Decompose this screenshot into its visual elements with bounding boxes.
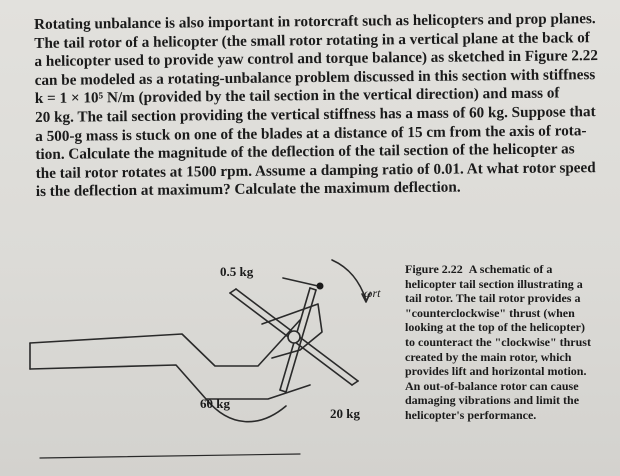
caption-line: "counterclockwise" thrust (when (405, 305, 575, 320)
caption-line: damaging vibrations and limit the (405, 393, 580, 408)
problem-line: a helicopter used to provide yaw control and torque balance) as sketched in Figure 2.22 (34, 47, 599, 71)
caption-line: tail rotor. The tail rotor provides a (405, 291, 581, 306)
unbalance-mass-dot (317, 283, 324, 290)
unbalance-mass-label: 0.5 kg (220, 264, 254, 279)
problem-line: can be modeled as a rotating-unbalance problem discussed in this section with stiffness (34, 65, 596, 89)
problem-line: the tail rotor rotates at 1500 rpm. Assume a damping ratio of 0.01. At what rotor speed (35, 158, 596, 182)
problem-line: 20 kg. The tail section providing the vertical stiffness has a mass of 60 kg. Suppose that (34, 103, 596, 126)
caption-line (405, 262, 615, 277)
rotation-label: ωrt (364, 286, 381, 300)
blade-tip (280, 390, 286, 392)
problem-line: k = 1 × 10⁵ N/m (provided by the tail section in the vertical direction) and mass of (34, 84, 560, 108)
caption-line: created by the main rotor, which (405, 349, 572, 364)
rotor-hub (288, 331, 300, 343)
tail-boom-lower-edge (30, 365, 310, 399)
caption-line: helicopter tail section illustrating a (405, 276, 583, 291)
ground-line (40, 454, 300, 458)
figure-caption (405, 262, 615, 423)
tail-rotor-schematic (0, 238, 400, 476)
problem-line: tion. Calculate the magnitude of the deflection of the tail section of the helicopter as (35, 140, 575, 164)
blade-tip (310, 288, 316, 290)
blade-tip (352, 381, 358, 385)
caption-line: helicopter's performance. (405, 407, 537, 422)
rotation-arrow-arc (332, 260, 366, 300)
problem-line: a 500-g mass is stuck on one of the blades at a distance of 15 cm from the axis of rota- (35, 121, 587, 145)
problem-statement (34, 10, 616, 202)
caption-line: provides lift and horizontal motion. (405, 364, 587, 379)
tail-rotor-figure (0, 238, 400, 476)
caption-line: to counteract the "clockwise" thrust (405, 334, 591, 349)
blade-tip (230, 289, 236, 293)
unbalance-mass-leader (283, 278, 318, 286)
tail-mass-label: 60 kg (200, 396, 230, 411)
caption-text: A schematic of a (468, 262, 553, 276)
problem-line: The tail rotor of a helicopter (the small rotor rotating in a vertical plane at the back of (34, 28, 590, 52)
problem-line: Rotating unbalance is also important in rotorcraft such as helicopters and prop planes. (34, 10, 596, 33)
problem-line: is the deflection at maximum? Calculate the maximum deflection. (35, 178, 461, 201)
tail-boom-upper-edge (30, 320, 300, 366)
caption-line: An out-of-balance rotor can cause (405, 378, 579, 393)
rotor-mass-label: 20 kg (330, 406, 360, 421)
figure-number: Figure 2.22 (405, 262, 463, 276)
caption-line: looking at the top of the helicopter) (405, 320, 585, 335)
